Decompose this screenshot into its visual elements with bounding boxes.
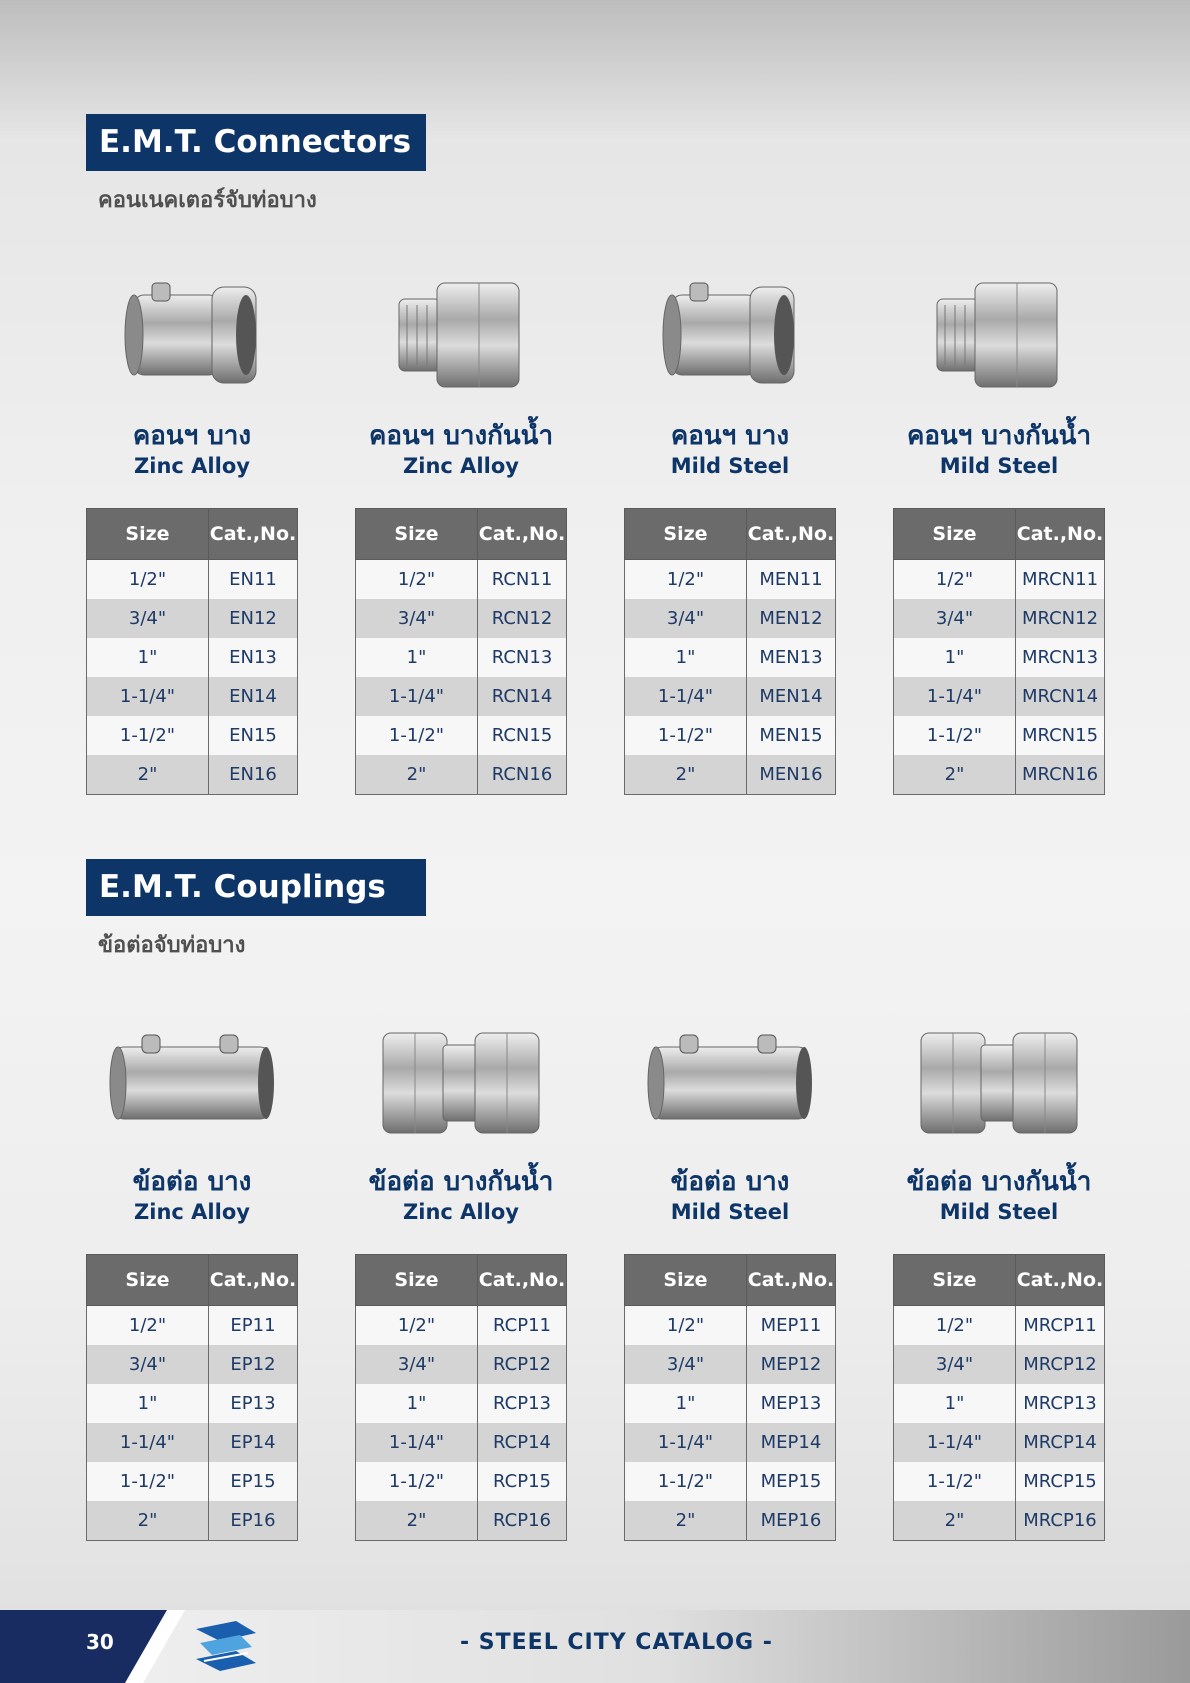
table-row xyxy=(87,1501,298,1541)
table-row xyxy=(625,1501,836,1541)
cat-no-cell: EP15 xyxy=(209,1462,298,1501)
cat-no-header: Cat.,No. xyxy=(209,509,298,560)
cat-no-cell: MEN12 xyxy=(747,599,836,638)
size-cell: 2" xyxy=(87,1501,209,1541)
table-row xyxy=(894,1501,1105,1541)
table-row xyxy=(894,716,1105,755)
size-header: Size xyxy=(356,509,478,560)
cat-no-cell: RCN13 xyxy=(478,638,567,677)
table-header-row xyxy=(894,1255,1105,1306)
cat-no-cell: MRCN16 xyxy=(1016,755,1105,795)
cat-no-cell: RCN14 xyxy=(478,677,567,716)
table-row xyxy=(625,1384,836,1423)
cat-no-cell: EN14 xyxy=(209,677,298,716)
product-name: คอนฯ บาง xyxy=(132,421,252,451)
cat-no-cell: EN15 xyxy=(209,716,298,755)
size-cell: 2" xyxy=(87,755,209,795)
table-row xyxy=(356,677,567,716)
size-cell: 2" xyxy=(625,1501,747,1541)
table-row xyxy=(356,638,567,677)
cat-no-cell: MRCN14 xyxy=(1016,677,1105,716)
spec-table xyxy=(86,508,298,795)
cat-no-cell: RCN15 xyxy=(478,716,567,755)
product-material: Zinc Alloy xyxy=(134,454,250,478)
cat-no-cell: MRCN15 xyxy=(1016,716,1105,755)
cat-no-header: Cat.,No. xyxy=(478,1255,567,1306)
cat-no-header: Cat.,No. xyxy=(747,1255,836,1306)
size-cell: 2" xyxy=(356,755,478,795)
cat-no-cell: EP11 xyxy=(209,1306,298,1346)
cat-no-cell: EP12 xyxy=(209,1345,298,1384)
cat-no-cell: RCP15 xyxy=(478,1462,567,1501)
cat-no-cell: MEP16 xyxy=(747,1501,836,1541)
size-cell: 1/2" xyxy=(625,1306,747,1346)
cat-no-cell: MRCP12 xyxy=(1016,1345,1105,1384)
table-row xyxy=(894,560,1105,600)
cat-no-cell: EN12 xyxy=(209,599,298,638)
product-card xyxy=(624,250,836,795)
product-card xyxy=(624,996,836,1541)
table-row xyxy=(625,1345,836,1384)
cat-no-cell: MEP14 xyxy=(747,1423,836,1462)
size-header: Size xyxy=(356,1255,478,1306)
product-card xyxy=(355,996,567,1541)
cat-no-header: Cat.,No. xyxy=(747,509,836,560)
cat-no-cell: MEP15 xyxy=(747,1462,836,1501)
table-header-row xyxy=(894,509,1105,560)
size-cell: 3/4" xyxy=(894,599,1016,638)
product-material: Zinc Alloy xyxy=(403,1200,519,1224)
size-cell: 1" xyxy=(894,638,1016,677)
product-material: Zinc Alloy xyxy=(134,1200,250,1224)
table-row xyxy=(87,560,298,600)
cat-no-cell: MEN13 xyxy=(747,638,836,677)
cat-no-cell: EP13 xyxy=(209,1384,298,1423)
table-row xyxy=(894,1423,1105,1462)
cat-no-cell: RCN12 xyxy=(478,599,567,638)
cat-no-cell: MEN11 xyxy=(747,560,836,600)
size-cell: 1" xyxy=(356,1384,478,1423)
table-header-row xyxy=(625,1255,836,1306)
table-row xyxy=(625,1423,836,1462)
table-header-row xyxy=(87,509,298,560)
size-cell: 1/2" xyxy=(87,1306,209,1346)
compression-coupling-icon xyxy=(893,996,1105,1166)
table-row xyxy=(87,1462,298,1501)
size-cell: 3/4" xyxy=(625,1345,747,1384)
size-cell: 1" xyxy=(87,638,209,677)
product-material: Mild Steel xyxy=(670,1200,790,1224)
table-row xyxy=(356,560,567,600)
cat-no-cell: MEP11 xyxy=(747,1306,836,1346)
product-name: ข้อต่อ บางกันน้ำ xyxy=(368,1167,554,1197)
size-cell: 1-1/4" xyxy=(87,1423,209,1462)
table-row xyxy=(894,638,1105,677)
table-row xyxy=(625,716,836,755)
size-cell: 1" xyxy=(625,638,747,677)
steel-city-logo-icon xyxy=(190,1619,262,1679)
size-cell: 1/2" xyxy=(87,560,209,600)
size-cell: 1/2" xyxy=(356,560,478,600)
size-cell: 2" xyxy=(356,1501,478,1541)
product-card xyxy=(355,250,567,795)
product-material: Mild Steel xyxy=(670,454,790,478)
table-row xyxy=(87,677,298,716)
cat-no-cell: RCN16 xyxy=(478,755,567,795)
size-cell: 1-1/4" xyxy=(356,677,478,716)
size-cell: 1" xyxy=(356,638,478,677)
size-cell: 1-1/4" xyxy=(625,677,747,716)
set-screw-coupling-icon xyxy=(86,996,298,1166)
cat-no-cell: MEN14 xyxy=(747,677,836,716)
product-card xyxy=(893,250,1105,795)
table-row xyxy=(625,560,836,600)
cat-no-cell: MRCP11 xyxy=(1016,1306,1105,1346)
size-header: Size xyxy=(87,509,209,560)
cat-no-cell: RCP11 xyxy=(478,1306,567,1346)
table-header-row xyxy=(356,1255,567,1306)
size-cell: 2" xyxy=(625,755,747,795)
table-row xyxy=(356,1462,567,1501)
size-cell: 1-1/2" xyxy=(894,1462,1016,1501)
compression-connector-icon xyxy=(355,250,567,420)
size-header: Size xyxy=(625,1255,747,1306)
section-title-connectors: E.M.T. Connectors xyxy=(86,114,426,171)
cat-no-cell: MRCP14 xyxy=(1016,1423,1105,1462)
size-cell: 1" xyxy=(894,1384,1016,1423)
cat-no-cell: RCP14 xyxy=(478,1423,567,1462)
size-cell: 1-1/4" xyxy=(894,1423,1016,1462)
product-name: คอนฯ บางกันน้ำ xyxy=(368,421,554,451)
cat-no-cell: MEP12 xyxy=(747,1345,836,1384)
set-screw-connector-icon xyxy=(624,250,836,420)
size-cell: 3/4" xyxy=(87,599,209,638)
table-row xyxy=(356,755,567,795)
spec-table xyxy=(355,508,567,795)
table-row xyxy=(625,1306,836,1346)
table-row xyxy=(87,1423,298,1462)
size-cell: 1/2" xyxy=(625,560,747,600)
size-cell: 1-1/4" xyxy=(894,677,1016,716)
table-row xyxy=(87,599,298,638)
table-row xyxy=(87,1345,298,1384)
set-screw-coupling-icon xyxy=(624,996,836,1166)
section-subtitle-couplings: ข้อต่อจับท่อบาง xyxy=(98,933,246,958)
product-name: ข้อต่อ บางกันน้ำ xyxy=(906,1167,1092,1197)
table-row xyxy=(625,677,836,716)
section-title-couplings: E.M.T. Couplings xyxy=(86,859,426,916)
table-row xyxy=(625,1462,836,1501)
size-cell: 1" xyxy=(87,1384,209,1423)
cat-no-cell: EN13 xyxy=(209,638,298,677)
product-card xyxy=(86,996,298,1541)
table-row xyxy=(356,599,567,638)
cat-no-header: Cat.,No. xyxy=(478,509,567,560)
compression-coupling-icon xyxy=(355,996,567,1166)
product-material: Zinc Alloy xyxy=(403,454,519,478)
table-row xyxy=(356,1345,567,1384)
spec-table xyxy=(355,1254,567,1541)
size-header: Size xyxy=(625,509,747,560)
product-name: คอนฯ บาง xyxy=(670,421,790,451)
catalog-label: - STEEL CITY CATALOG - xyxy=(460,1630,773,1655)
cat-no-cell: RCP12 xyxy=(478,1345,567,1384)
table-row xyxy=(894,1462,1105,1501)
product-card xyxy=(86,250,298,795)
set-screw-connector-icon xyxy=(86,250,298,420)
size-cell: 1-1/4" xyxy=(87,677,209,716)
size-cell: 1" xyxy=(625,1384,747,1423)
cat-no-cell: EN11 xyxy=(209,560,298,600)
cat-no-header: Cat.,No. xyxy=(209,1255,298,1306)
table-row xyxy=(625,638,836,677)
cat-no-cell: MRCP15 xyxy=(1016,1462,1105,1501)
table-row xyxy=(87,755,298,795)
size-cell: 3/4" xyxy=(356,599,478,638)
table-row xyxy=(356,1423,567,1462)
page-number: 30 xyxy=(86,1630,114,1654)
table-row xyxy=(625,599,836,638)
size-cell: 1/2" xyxy=(894,1306,1016,1346)
size-cell: 1-1/4" xyxy=(356,1423,478,1462)
cat-no-cell: MRCN12 xyxy=(1016,599,1105,638)
size-cell: 1/2" xyxy=(356,1306,478,1346)
table-row xyxy=(87,638,298,677)
size-cell: 1-1/2" xyxy=(356,716,478,755)
table-row xyxy=(894,677,1105,716)
product-name: คอนฯ บางกันน้ำ xyxy=(906,421,1092,451)
product-name: ข้อต่อ บาง xyxy=(132,1167,252,1197)
cat-no-cell: EP16 xyxy=(209,1501,298,1541)
size-cell: 1-1/2" xyxy=(625,1462,747,1501)
size-cell: 3/4" xyxy=(87,1345,209,1384)
size-header: Size xyxy=(894,509,1016,560)
cat-no-cell: RCN11 xyxy=(478,560,567,600)
spec-table xyxy=(624,1254,836,1541)
table-row xyxy=(894,599,1105,638)
page-footer xyxy=(0,1610,1190,1683)
spec-table xyxy=(624,508,836,795)
size-header: Size xyxy=(87,1255,209,1306)
table-header-row xyxy=(356,509,567,560)
cat-no-cell: RCP16 xyxy=(478,1501,567,1541)
cat-no-cell: MRCP13 xyxy=(1016,1384,1105,1423)
product-card xyxy=(893,996,1105,1541)
table-header-row xyxy=(625,509,836,560)
table-row xyxy=(87,1306,298,1346)
cat-no-cell: EP14 xyxy=(209,1423,298,1462)
size-cell: 1-1/2" xyxy=(87,716,209,755)
table-row xyxy=(356,1501,567,1541)
cat-no-cell: RCP13 xyxy=(478,1384,567,1423)
size-cell: 1-1/2" xyxy=(625,716,747,755)
cat-no-cell: MEP13 xyxy=(747,1384,836,1423)
cat-no-cell: MRCN11 xyxy=(1016,560,1105,600)
cat-no-cell: EN16 xyxy=(209,755,298,795)
size-cell: 3/4" xyxy=(356,1345,478,1384)
product-name: ข้อต่อ บาง xyxy=(670,1167,790,1197)
cat-no-cell: MEN15 xyxy=(747,716,836,755)
size-cell: 1-1/2" xyxy=(356,1462,478,1501)
size-cell: 2" xyxy=(894,755,1016,795)
table-row xyxy=(894,1306,1105,1346)
section-subtitle-connectors: คอนเนคเตอร์จับท่อบาง xyxy=(98,188,317,213)
product-material: Mild Steel xyxy=(939,454,1059,478)
size-header: Size xyxy=(894,1255,1016,1306)
table-row xyxy=(356,1306,567,1346)
table-row xyxy=(87,1384,298,1423)
size-cell: 1-1/2" xyxy=(894,716,1016,755)
table-row xyxy=(356,716,567,755)
spec-table xyxy=(893,1254,1105,1541)
table-row xyxy=(356,1384,567,1423)
size-cell: 3/4" xyxy=(894,1345,1016,1384)
cat-no-cell: MEN16 xyxy=(747,755,836,795)
table-header-row xyxy=(87,1255,298,1306)
table-row xyxy=(894,1384,1105,1423)
table-row xyxy=(625,755,836,795)
spec-table xyxy=(893,508,1105,795)
size-cell: 1/2" xyxy=(894,560,1016,600)
size-cell: 1-1/4" xyxy=(625,1423,747,1462)
compression-connector-icon xyxy=(893,250,1105,420)
table-row xyxy=(87,716,298,755)
cat-no-header: Cat.,No. xyxy=(1016,1255,1105,1306)
size-cell: 1-1/2" xyxy=(87,1462,209,1501)
cat-no-cell: MRCN13 xyxy=(1016,638,1105,677)
product-material: Mild Steel xyxy=(939,1200,1059,1224)
size-cell: 3/4" xyxy=(625,599,747,638)
table-row xyxy=(894,755,1105,795)
size-cell: 2" xyxy=(894,1501,1016,1541)
cat-no-cell: MRCP16 xyxy=(1016,1501,1105,1541)
cat-no-header: Cat.,No. xyxy=(1016,509,1105,560)
table-row xyxy=(894,1345,1105,1384)
spec-table xyxy=(86,1254,298,1541)
